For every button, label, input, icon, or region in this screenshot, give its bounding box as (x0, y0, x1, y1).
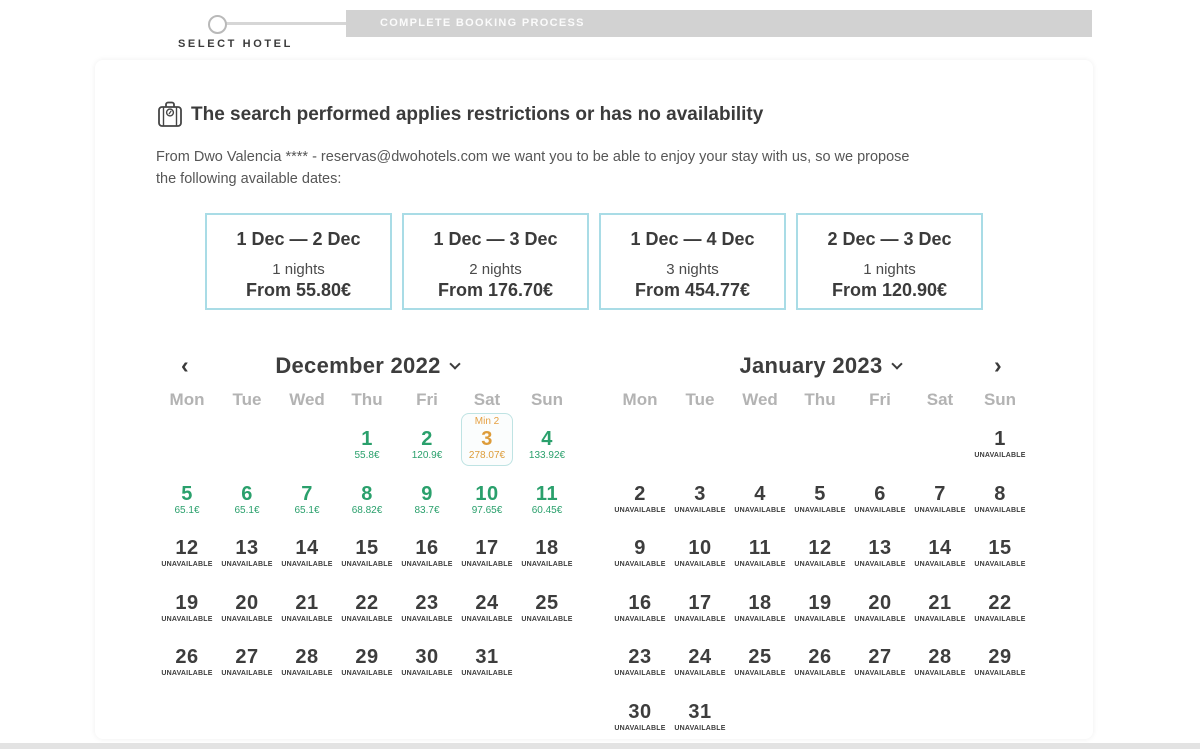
day-number: 22 (355, 591, 379, 614)
day-number: 24 (475, 591, 499, 614)
day-number: 28 (295, 646, 319, 669)
day-cell (457, 525, 517, 580)
day-number: 2 (421, 428, 433, 450)
day-cell (610, 525, 670, 580)
day-number: 10 (475, 482, 499, 505)
day-cell (910, 634, 970, 689)
day-number: 1 (994, 428, 1006, 450)
day-cell (397, 525, 457, 580)
weekday-row (610, 390, 1030, 416)
unavailable-label: UNAVAILABLE (674, 561, 726, 569)
days-grid (610, 416, 1030, 739)
month-selector[interactable] (157, 348, 577, 384)
day-number: 25 (535, 591, 559, 614)
day-cell (850, 471, 910, 526)
day-cell (730, 580, 790, 635)
day-price: 83.7€ (414, 504, 440, 516)
days-grid (157, 416, 577, 689)
day-cell (217, 525, 277, 580)
unavailable-label: UNAVAILABLE (461, 670, 513, 678)
unavailable-label: UNAVAILABLE (914, 615, 966, 623)
day-number: 1 (361, 428, 373, 450)
offer-dates: 1 Dec — 4 Dec (630, 229, 755, 249)
min-stay-badge: Min 2 (474, 416, 500, 427)
unavailable-label: UNAVAILABLE (221, 561, 273, 569)
day-number: 12 (808, 537, 832, 560)
day-number: 26 (175, 646, 199, 669)
calendar-next-button[interactable]: › (994, 352, 1002, 378)
progress-bar-label: COMPLETE BOOKING PROCESS (380, 17, 585, 29)
month-title: December 2022 (275, 353, 441, 378)
selected-day-box (461, 413, 513, 466)
day-cell (157, 525, 217, 580)
offer-dates: 1 Dec — 2 Dec (236, 229, 361, 249)
weekday-label: Wed (289, 390, 325, 409)
day-cell[interactable] (277, 471, 337, 526)
day-cell (277, 580, 337, 635)
month-title: January 2023 (739, 353, 883, 378)
day-number: 9 (421, 482, 433, 505)
empty-day-cell (217, 416, 277, 471)
day-cell (610, 634, 670, 689)
day-number: 11 (748, 537, 772, 560)
empty-day-cell (277, 416, 337, 471)
unavailable-label: UNAVAILABLE (521, 615, 573, 623)
offers-row (205, 213, 983, 310)
weekday-label: Mon (622, 390, 658, 409)
unavailable-label: UNAVAILABLE (341, 670, 393, 678)
day-number: 22 (988, 591, 1012, 614)
weekday-label: Thu (804, 390, 836, 409)
day-cell (277, 525, 337, 580)
weekday-label: Wed (742, 390, 778, 409)
empty-day-cell (670, 416, 730, 471)
weekday-label: Sun (530, 390, 564, 409)
suitcase-icon (156, 99, 184, 135)
offer-dates: 2 Dec — 3 Dec (827, 229, 952, 249)
calendar-month (610, 348, 1030, 739)
day-number: 6 (241, 482, 253, 505)
day-number: 17 (688, 591, 712, 614)
day-cell (397, 634, 457, 689)
day-price: 120.9€ (411, 450, 443, 461)
offer-nights: 2 nights (469, 261, 522, 278)
day-number: 20 (868, 591, 892, 614)
day-cell (277, 634, 337, 689)
weekday-label: Tue (685, 390, 715, 409)
day-number: 27 (235, 646, 259, 669)
day-cell (850, 525, 910, 580)
day-number: 19 (808, 591, 832, 614)
day-number: 3 (694, 482, 706, 505)
day-number: 11 (535, 482, 559, 505)
day-cell[interactable] (457, 416, 517, 471)
day-cell (670, 634, 730, 689)
unavailable-label: UNAVAILABLE (401, 561, 453, 569)
day-number: 5 (814, 482, 826, 505)
day-price: 65.1€ (174, 504, 200, 516)
day-price: 97.65€ (471, 504, 503, 516)
unavailable-label: UNAVAILABLE (914, 561, 966, 569)
day-number: 31 (475, 646, 499, 669)
day-cell (850, 634, 910, 689)
day-cell (457, 634, 517, 689)
day-cell[interactable] (157, 471, 217, 526)
day-number: 4 (754, 482, 766, 505)
page-bottom-strip (0, 743, 1200, 749)
day-cell[interactable] (337, 416, 397, 471)
unavailable-label: UNAVAILABLE (401, 670, 453, 678)
day-price: 55.8€ (354, 450, 380, 461)
day-number: 28 (928, 646, 952, 669)
day-price: 278.07€ (468, 450, 506, 461)
unavailable-label: UNAVAILABLE (674, 506, 726, 514)
notice-message: From Dwo Valencia **** - reservas@dwohotels.com we want you to be able to enjoy your stay with us, so we propose the following available dates: (156, 149, 910, 188)
unavailable-label: UNAVAILABLE (341, 561, 393, 569)
day-price: 68.82€ (351, 504, 383, 516)
day-price: 60.45€ (531, 504, 563, 516)
offer-card[interactable] (205, 213, 392, 310)
day-number: 29 (355, 646, 379, 669)
weekday-label: Sat (926, 390, 954, 409)
unavailable-label: UNAVAILABLE (614, 506, 666, 514)
day-cell (337, 634, 397, 689)
day-cell (670, 471, 730, 526)
day-cell (790, 525, 850, 580)
empty-day-cell (730, 416, 790, 471)
weekday-row (157, 390, 577, 416)
offer-nights: 1 nights (272, 261, 325, 278)
day-number: 7 (301, 482, 313, 505)
step-label-select-hotel: SELECT HOTEL (178, 38, 293, 50)
unavailable-label: UNAVAILABLE (161, 670, 213, 678)
offer-nights: 1 nights (863, 261, 916, 278)
unavailable-label: UNAVAILABLE (794, 615, 846, 623)
day-cell[interactable] (517, 471, 577, 526)
unavailable-label: UNAVAILABLE (521, 561, 573, 569)
day-number: 9 (634, 537, 646, 560)
empty-day-cell (610, 416, 670, 471)
day-number: 13 (868, 537, 892, 560)
day-number: 14 (928, 537, 952, 560)
unavailable-label: UNAVAILABLE (281, 561, 333, 569)
day-number: 6 (874, 482, 886, 505)
day-cell[interactable] (457, 471, 517, 526)
day-cell (217, 580, 277, 635)
unavailable-label: UNAVAILABLE (794, 561, 846, 569)
offer-price: From 120.90€ (831, 280, 948, 300)
day-number: 23 (415, 591, 439, 614)
empty-day-cell (790, 416, 850, 471)
day-cell (670, 689, 730, 739)
day-number: 7 (934, 482, 946, 505)
unavailable-label: UNAVAILABLE (221, 670, 273, 678)
weekday-label: Sun (983, 390, 1017, 409)
step-indicator-circle (208, 15, 227, 34)
day-cell (910, 525, 970, 580)
day-cell (337, 580, 397, 635)
day-number: 31 (688, 700, 712, 723)
unavailable-label: UNAVAILABLE (461, 615, 513, 623)
day-price: 133.92€ (528, 450, 566, 461)
day-number: 21 (295, 591, 319, 614)
unavailable-label: UNAVAILABLE (734, 670, 786, 678)
day-price: 65.1€ (294, 504, 320, 516)
unavailable-label: UNAVAILABLE (854, 615, 906, 623)
offer-dates: 1 Dec — 3 Dec (433, 229, 558, 249)
day-cell (337, 525, 397, 580)
availability-card (95, 60, 1093, 739)
unavailable-label: UNAVAILABLE (854, 561, 906, 569)
day-number: 8 (994, 482, 1006, 505)
day-cell (217, 634, 277, 689)
day-number: 21 (928, 591, 952, 614)
day-number: 19 (175, 591, 199, 614)
day-cell (610, 471, 670, 526)
day-cell (970, 416, 1030, 471)
progress-bar (346, 10, 1092, 37)
unavailable-label: UNAVAILABLE (914, 506, 966, 514)
day-number: 10 (688, 537, 712, 560)
day-number: 29 (988, 646, 1012, 669)
unavailable-label: UNAVAILABLE (854, 670, 906, 678)
unavailable-label: UNAVAILABLE (614, 724, 666, 732)
unavailable-label: UNAVAILABLE (674, 615, 726, 623)
day-number: 25 (748, 646, 772, 669)
day-cell (850, 580, 910, 635)
unavailable-label: UNAVAILABLE (734, 561, 786, 569)
offer-price: From 454.77€ (634, 280, 751, 300)
day-number: 8 (361, 482, 373, 505)
unavailable-label: UNAVAILABLE (461, 561, 513, 569)
unavailable-label: UNAVAILABLE (221, 615, 273, 623)
day-number: 24 (688, 646, 712, 669)
unavailable-label: UNAVAILABLE (974, 670, 1026, 678)
calendar-month (157, 348, 577, 689)
unavailable-label: UNAVAILABLE (674, 724, 726, 732)
day-cell (790, 580, 850, 635)
unavailable-label: UNAVAILABLE (674, 670, 726, 678)
day-number: 3 (481, 428, 493, 450)
day-cell[interactable] (337, 471, 397, 526)
weekday-label: Fri (869, 390, 891, 409)
weekday-label: Tue (232, 390, 262, 409)
offer-card[interactable] (402, 213, 589, 310)
day-number: 5 (181, 482, 193, 505)
chevron-down-icon (891, 358, 902, 369)
stepper-connector-line (226, 22, 347, 25)
day-number: 4 (541, 428, 553, 450)
day-number: 18 (748, 591, 772, 614)
unavailable-label: UNAVAILABLE (974, 506, 1026, 514)
day-cell (457, 580, 517, 635)
day-cell (970, 580, 1030, 635)
unavailable-label: UNAVAILABLE (794, 506, 846, 514)
day-cell (910, 471, 970, 526)
offer-card[interactable] (796, 213, 983, 310)
calendar-prev-button[interactable]: ‹ (181, 352, 189, 378)
day-number: 20 (235, 591, 259, 614)
unavailable-label: UNAVAILABLE (614, 561, 666, 569)
day-number: 16 (415, 537, 439, 560)
offer-nights: 3 nights (666, 261, 719, 278)
day-number: 16 (628, 591, 652, 614)
day-number: 15 (988, 537, 1012, 560)
unavailable-label: UNAVAILABLE (854, 506, 906, 514)
day-number: 12 (175, 537, 199, 560)
unavailable-label: UNAVAILABLE (914, 670, 966, 678)
day-cell (157, 634, 217, 689)
day-cell[interactable] (397, 471, 457, 526)
unavailable-label: UNAVAILABLE (974, 452, 1026, 459)
unavailable-label: UNAVAILABLE (974, 615, 1026, 623)
day-cell (970, 634, 1030, 689)
unavailable-label: UNAVAILABLE (281, 670, 333, 678)
day-cell (970, 471, 1030, 526)
unavailable-label: UNAVAILABLE (974, 561, 1026, 569)
day-number: 27 (868, 646, 892, 669)
offer-price: From 176.70€ (437, 280, 554, 300)
unavailable-label: UNAVAILABLE (341, 615, 393, 623)
day-cell[interactable] (397, 416, 457, 471)
unavailable-label: UNAVAILABLE (614, 615, 666, 623)
day-number: 17 (475, 537, 499, 560)
empty-day-cell (910, 416, 970, 471)
unavailable-label: UNAVAILABLE (734, 506, 786, 514)
day-number: 30 (628, 700, 652, 723)
day-cell (610, 689, 670, 739)
unavailable-label: UNAVAILABLE (734, 615, 786, 623)
day-number: 14 (295, 537, 319, 560)
day-cell (730, 525, 790, 580)
notice-title: The search performed applies restrictions or has no availability (191, 104, 764, 125)
day-cell (670, 580, 730, 635)
unavailable-label: UNAVAILABLE (161, 561, 213, 569)
empty-day-cell (157, 416, 217, 471)
day-cell (790, 471, 850, 526)
unavailable-label: UNAVAILABLE (401, 615, 453, 623)
unavailable-label: UNAVAILABLE (161, 615, 213, 623)
offer-price: From 55.80€ (245, 280, 352, 300)
day-number: 18 (535, 537, 559, 560)
day-number: 15 (355, 537, 379, 560)
day-cell (670, 525, 730, 580)
day-number: 30 (415, 646, 439, 669)
day-number: 2 (634, 482, 646, 505)
day-cell (610, 580, 670, 635)
unavailable-label: UNAVAILABLE (794, 670, 846, 678)
empty-day-cell (850, 416, 910, 471)
day-cell (910, 580, 970, 635)
unavailable-label: UNAVAILABLE (614, 670, 666, 678)
day-price: 65.1€ (234, 504, 260, 516)
weekday-label: Sat (473, 390, 501, 409)
day-cell (517, 525, 577, 580)
day-cell[interactable] (217, 471, 277, 526)
month-selector[interactable] (610, 348, 1030, 384)
weekday-label: Fri (416, 390, 438, 409)
day-cell (730, 471, 790, 526)
chevron-down-icon (449, 358, 460, 369)
day-number: 26 (808, 646, 832, 669)
weekday-label: Mon (169, 390, 205, 409)
day-cell (790, 634, 850, 689)
day-cell[interactable] (517, 416, 577, 471)
unavailable-label: UNAVAILABLE (281, 615, 333, 623)
day-cell (157, 580, 217, 635)
weekday-label: Thu (351, 390, 383, 409)
day-number: 13 (235, 537, 259, 560)
offer-card[interactable] (599, 213, 786, 310)
day-cell (397, 580, 457, 635)
day-number: 23 (628, 646, 652, 669)
day-cell (730, 634, 790, 689)
day-cell (970, 525, 1030, 580)
day-cell (517, 580, 577, 635)
